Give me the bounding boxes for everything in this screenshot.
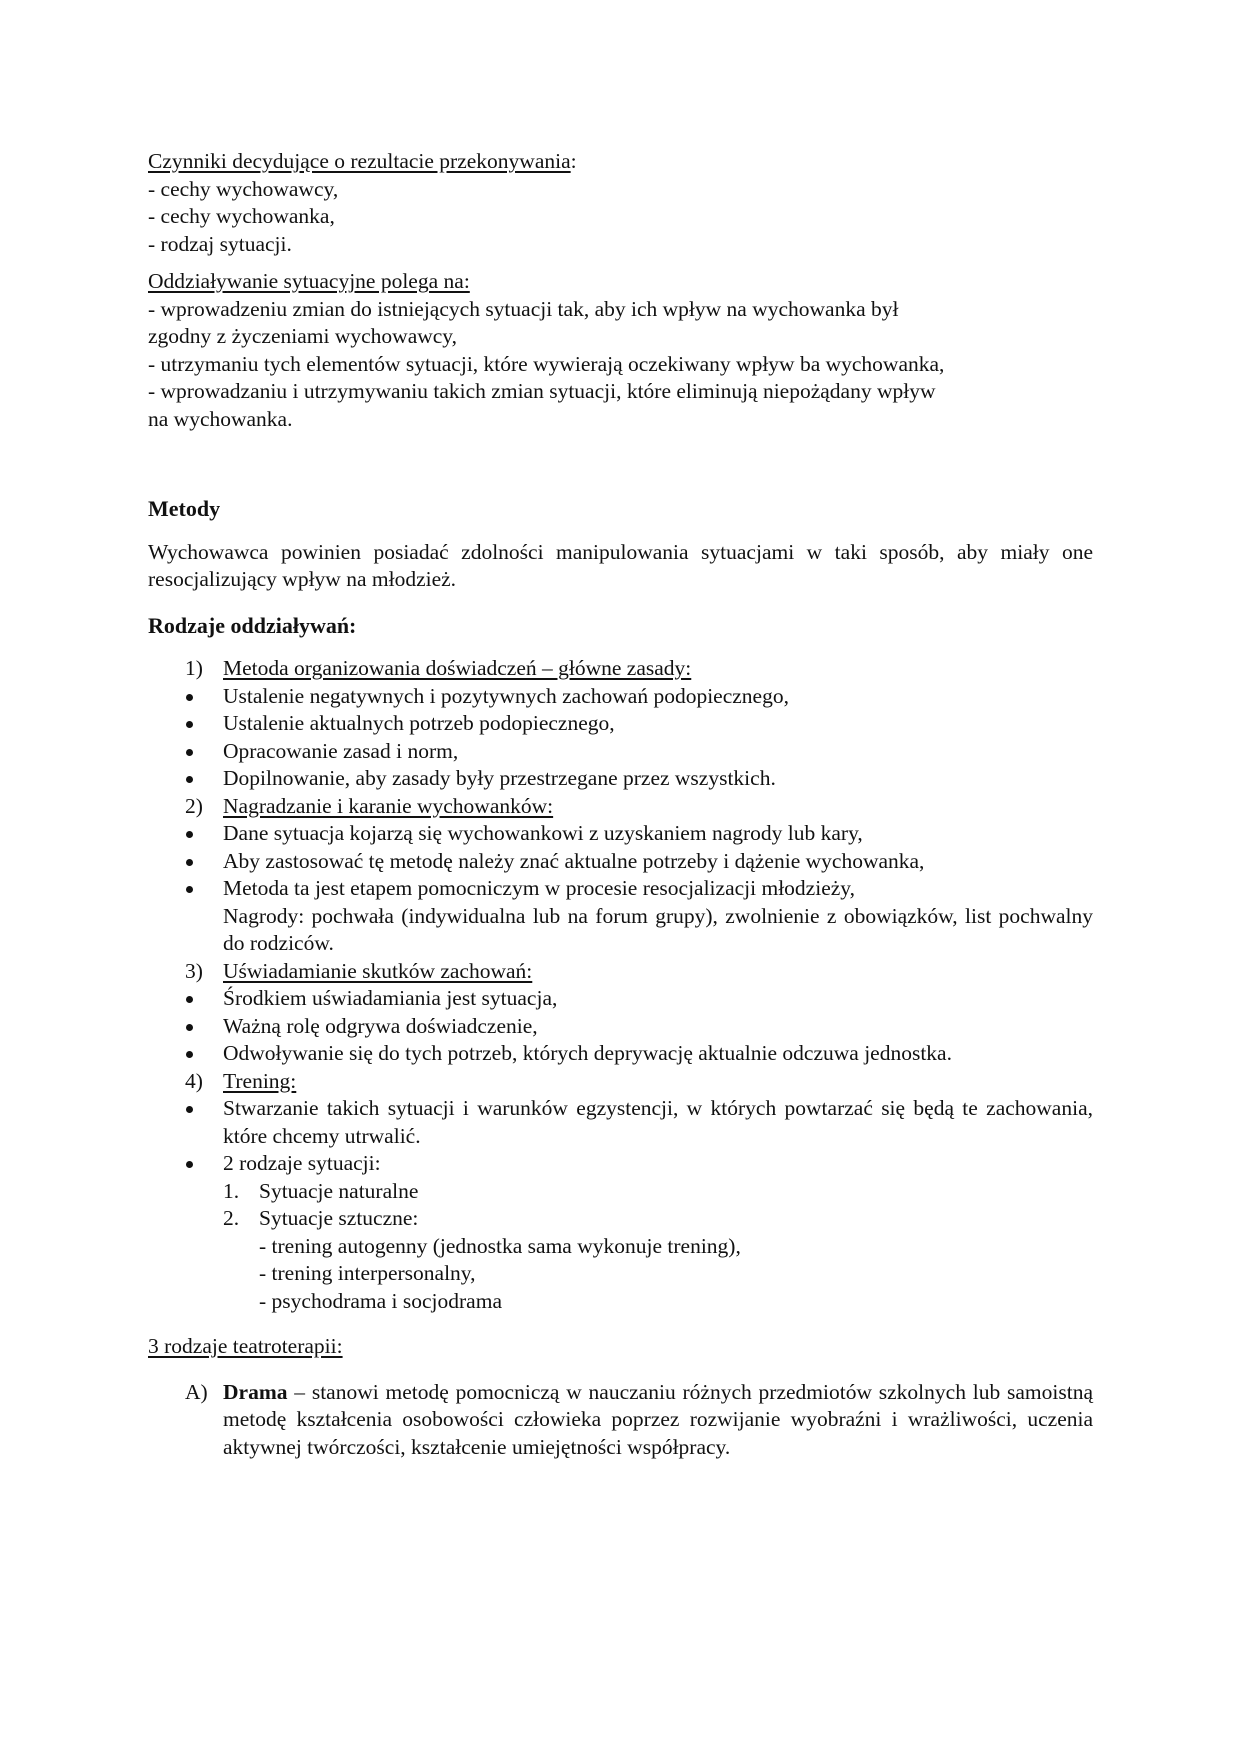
rewards-note: Nagrody: pochwała (indywidualna lub na forum grupy), zwolnienie z obowiązków, list pochwalny do rodziców. bbox=[223, 903, 1093, 955]
situational-line: na wychowanka. bbox=[148, 406, 293, 431]
bullet-icon bbox=[186, 1161, 193, 1168]
situational-line: zgodny z życzeniami wychowawcy, bbox=[148, 324, 458, 348]
bullet-icon bbox=[186, 1106, 193, 1113]
theatre-therapy-item: A) Drama – stanowi metodę pomocniczą w nauczaniu różnych przedmiotów szkolnych lub samoistną metodę kształcenia osobowości człowieka poprzez rozwijanie wyobraźni i wrażliwości, uczenia aktywnej twórczości, kształcenie umiejętności współpracy. bbox=[185, 1379, 1093, 1459]
dash-item: - trening autogenny (jednostka sama wykonuje trening), bbox=[259, 1233, 741, 1258]
method-group-title: Uświadamianie skutków zachowań: bbox=[223, 958, 533, 983]
list-item: Środkiem uświadamiania jest sytuacja, bbox=[148, 985, 1093, 1013]
list-item: 2 rodzaje sytuacji: bbox=[148, 1150, 1093, 1178]
theatre-therapy-heading: 3 rodzaje teatroterapii: bbox=[148, 1334, 343, 1358]
bullet-icon bbox=[186, 721, 193, 728]
list-item: Ustalenie aktualnych potrzeb podopiecznego, bbox=[148, 710, 1093, 738]
theatre-term: Drama bbox=[223, 1379, 288, 1404]
methods-heading: Metody bbox=[148, 496, 221, 521]
bullet-icon bbox=[186, 776, 193, 783]
list-item: Ważną rolę odgrywa doświadczenie, bbox=[148, 1013, 1093, 1041]
sub-list-item: 1. Sytuacje naturalne bbox=[223, 1178, 419, 1203]
bullet-icon bbox=[186, 694, 193, 701]
bullet-icon bbox=[186, 831, 193, 838]
bullet-icon bbox=[186, 859, 193, 866]
influence-types-heading: Rodzaje oddziaływań: bbox=[148, 612, 357, 638]
sub-list-item: 2. Sytuacje sztuczne: bbox=[223, 1206, 419, 1230]
factor-item: - cechy wychowanka, bbox=[148, 204, 335, 228]
dash-item: - trening interpersonalny, bbox=[259, 1261, 476, 1285]
dash-item: - psychodrama i socjodrama bbox=[259, 1288, 502, 1313]
method-group-title: Metoda organizowania doświadczeń – główne zasady: bbox=[223, 656, 692, 680]
bullet-icon bbox=[186, 886, 193, 893]
list-item: Stwarzanie takich sytuacji i warunków egzystencji, w których powtarzać się będą te zachowania, które chcemy utrwalić. bbox=[148, 1095, 1093, 1150]
factors-heading: Czynniki decydujące o rezultacie przekonywania: bbox=[148, 149, 577, 173]
method-group: 3) Uświadamianie skutków zachowań: bbox=[185, 958, 533, 983]
methods-paragraph: Wychowawca powinien posiadać zdolności manipulowania sytuacjami w taki sposób, aby miały one resocjalizujący wpływ na młodzież. bbox=[148, 539, 1093, 591]
situational-line: - wprowadzaniu i utrzymywaniu takich zmian sytuacji, które eliminują niepożądany wpływ bbox=[148, 379, 936, 403]
bullet-icon bbox=[186, 1024, 193, 1031]
method-group-title: Trening: bbox=[223, 1068, 297, 1093]
situational-line: - utrzymaniu tych elementów sytuacji, które wywierają oczekiwany wpływ ba wychowanka, bbox=[148, 351, 945, 376]
situational-line: - wprowadzeniu zmian do istniejących sytuacji tak, aby ich wpływ na wychowanka był bbox=[148, 296, 899, 321]
bullet-icon bbox=[186, 996, 193, 1003]
method-group: 2) Nagradzanie i karanie wychowanków: bbox=[185, 793, 554, 818]
factor-item: - rodzaj sytuacji. bbox=[148, 231, 292, 256]
factor-item: - cechy wychowawcy, bbox=[148, 176, 339, 201]
list-item: Dopilnowanie, aby zasady były przestrzegane przez wszystkich. bbox=[148, 765, 1093, 793]
method-group-title: Nagradzanie i karanie wychowanków: bbox=[223, 793, 554, 818]
list-item: Opracowanie zasad i norm, bbox=[148, 738, 1093, 766]
list-item: Ustalenie negatywnych i pozytywnych zachowań podopiecznego, bbox=[148, 683, 1093, 711]
bullet-icon bbox=[186, 1051, 193, 1058]
list-item: Dane sytuacja kojarzą się wychowankowi z uzyskaniem nagrody lub kary, bbox=[148, 820, 1093, 848]
situational-heading: Oddziaływanie sytuacyjne polega na: bbox=[148, 269, 470, 293]
method-group: 4) Trening: bbox=[185, 1068, 297, 1093]
bullet-icon bbox=[186, 749, 193, 756]
list-item: Aby zastosować tę metodę należy znać aktualne potrzeby i dążenie wychowanka, bbox=[148, 848, 1093, 876]
list-item: Odwoływanie się do tych potrzeb, których deprywację aktualnie odczuwa jednostka. bbox=[148, 1040, 1093, 1068]
method-group: 1) Metoda organizowania doświadczeń – główne zasady: bbox=[185, 656, 692, 680]
document-page bbox=[148, 148, 1093, 1461]
list-item: Metoda ta jest etapem pomocniczym w procesie resocjalizacji młodzieży, bbox=[148, 875, 1093, 903]
